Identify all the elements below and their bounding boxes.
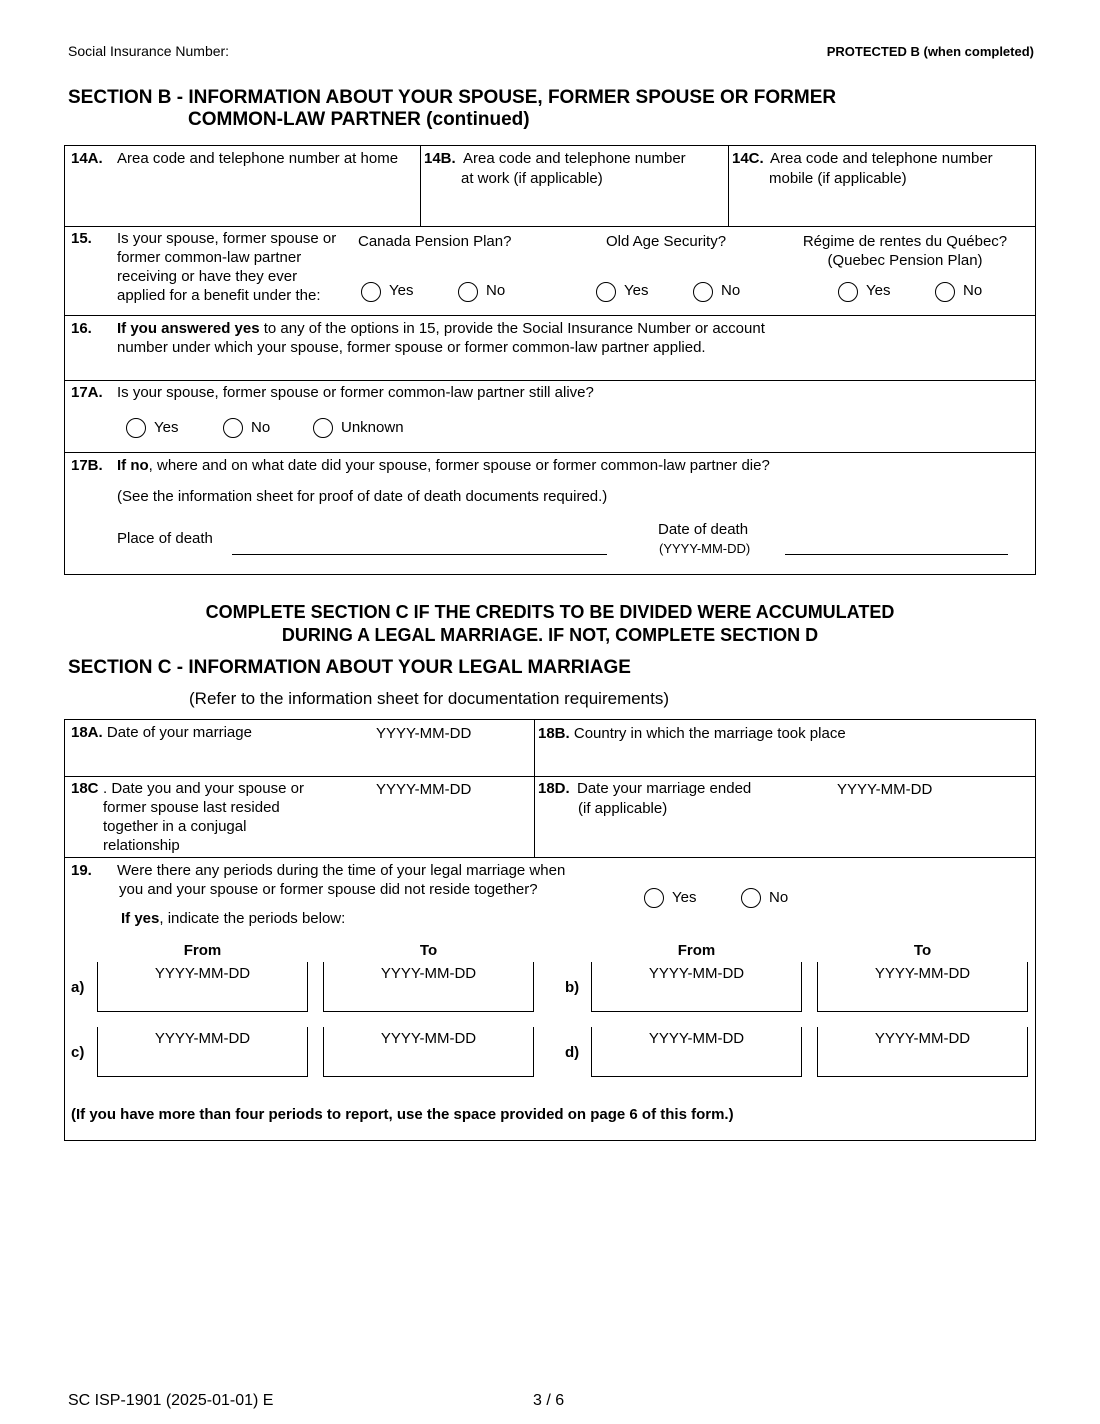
sin-label: Social Insurance Number:	[68, 43, 230, 59]
period-c-label: c)	[71, 1044, 85, 1061]
q16-label	[117, 319, 767, 357]
alive-no-radio[interactable]	[223, 418, 243, 438]
period-d-from-placeholder: YYYY-MM-DD	[648, 1030, 745, 1047]
marriage-country-field[interactable]	[540, 746, 1030, 772]
period-d-to-placeholder: YYYY-MM-DD	[874, 1030, 971, 1047]
q15-number: 15.	[71, 230, 92, 247]
form-id: SC ISP-1901 (2025-01-01) E	[68, 1392, 274, 1409]
q17a-label: Is your spouse, former spouse or former common-law partner still alive?	[117, 384, 594, 401]
period-b-to-placeholder: YYYY-MM-DD	[874, 965, 971, 982]
section-b-title-line1: SECTION B - INFORMATION ABOUT YOUR SPOUSE, FORMER SPOUSE OR FORMER	[68, 87, 837, 108]
qpp-label-line1: Régime de rentes du Québec?	[802, 233, 1008, 250]
q14a-label: Area code and telephone number at home	[117, 150, 399, 167]
alive-unknown-radio[interactable]	[313, 418, 333, 438]
period-c-from-placeholder: YYYY-MM-DD	[154, 1030, 251, 1047]
notice-line1: COMPLETE SECTION C IF THE CREDITS TO BE DIVIDED WERE ACCUMULATED	[205, 602, 895, 622]
q19-label-line1: Were there any periods during the time of your legal marriage when	[117, 862, 566, 879]
more-periods-note: (If you have more than four periods to report, use the space provided on page 6 of this form.)	[71, 1106, 734, 1123]
cpp-label: Canada Pension Plan?	[358, 233, 512, 250]
period-a-from-placeholder: YYYY-MM-DD	[154, 965, 251, 982]
q18b-label	[538, 724, 846, 743]
qpp-label-line2: (Quebec Pension Plan)	[827, 252, 983, 269]
oas-yes-radio[interactable]	[596, 282, 616, 302]
alive-yes-label: Yes	[154, 419, 179, 436]
q19-ifyes-label	[121, 909, 345, 928]
q19-ifyes-bold: If yes	[121, 910, 160, 927]
spouse-sin-field[interactable]	[780, 322, 1030, 376]
protected-b-label: PROTECTED B (when completed)	[826, 44, 1034, 59]
separate-yes-label: Yes	[672, 889, 697, 906]
qpp-yes-radio[interactable]	[838, 282, 858, 302]
q14b-label-line1: Area code and telephone number	[463, 150, 686, 167]
q14c-label-line1: Area code and telephone number	[770, 150, 993, 167]
period-b-to-field[interactable]	[817, 962, 1028, 1012]
divider	[534, 719, 535, 857]
period-b-from-placeholder: YYYY-MM-DD	[648, 965, 745, 982]
period-c-to-field[interactable]	[323, 1027, 534, 1077]
cpp-no-label: No	[486, 282, 506, 299]
q18c-label: . Date you and your spouse or former spouse last resided together in a conjugal relationship	[103, 780, 304, 854]
qpp-no-radio[interactable]	[935, 282, 955, 302]
q18c-number: 18C	[71, 780, 99, 797]
date-of-death-field[interactable]	[785, 554, 1008, 555]
oas-no-radio[interactable]	[693, 282, 713, 302]
last-resided-date-field[interactable]: YYYY-MM-DD	[376, 781, 472, 798]
divider	[64, 315, 1036, 316]
oas-yes-label: Yes	[624, 282, 649, 299]
oas-no-label: No	[721, 282, 741, 299]
q18d-label-line2: (if applicable)	[578, 800, 668, 817]
q14b-label-line2: at work (if applicable)	[461, 170, 603, 187]
section-c-subtitle: (Refer to the information sheet for documentation requirements)	[189, 689, 670, 708]
q19-number: 19.	[71, 862, 92, 879]
date-of-death-label: Date of death	[658, 521, 749, 538]
period-a-label: a)	[71, 979, 85, 996]
q17b-note: (See the information sheet for proof of date of death documents required.)	[117, 488, 608, 505]
cpp-no-radio[interactable]	[458, 282, 478, 302]
cpp-yes-radio[interactable]	[361, 282, 381, 302]
q14a-number: 14A.	[71, 150, 103, 167]
divider	[64, 857, 1036, 858]
qpp-no-label: No	[963, 282, 983, 299]
q17b-number: 17B.	[71, 457, 103, 474]
q16-label-rest: to any of the options in 15, provide the Social Insurance Number or account number under which your spouse, former spouse or former common-law partner applied.	[117, 320, 765, 356]
divider	[728, 145, 729, 226]
qpp-yes-label: Yes	[866, 282, 891, 299]
marriage-ended-date-field[interactable]: YYYY-MM-DD	[837, 781, 933, 798]
alive-yes-radio[interactable]	[126, 418, 146, 438]
work-phone-field[interactable]	[425, 190, 723, 222]
from-header-right: From	[677, 942, 716, 959]
section-c-title: SECTION C - INFORMATION ABOUT YOUR LEGAL MARRIAGE	[68, 657, 631, 678]
period-d-to-field[interactable]	[817, 1027, 1028, 1077]
q16-label-bold: If you answered yes	[117, 320, 260, 337]
q14c-label-line2: mobile (if applicable)	[769, 170, 907, 187]
q17b-label-bold: If no	[117, 457, 149, 474]
alive-unknown-label: Unknown	[341, 419, 404, 436]
divider	[64, 380, 1036, 381]
separate-no-label: No	[769, 889, 789, 906]
q18b-number: 18B.	[538, 725, 570, 742]
q19-label-line2: you and your spouse or former spouse did not reside together?	[119, 881, 538, 898]
q14b-number: 14B.	[424, 150, 456, 167]
section-c-notice	[0, 601, 1100, 647]
period-a-to-placeholder: YYYY-MM-DD	[380, 965, 477, 982]
page-number: 3 / 6	[533, 1392, 565, 1409]
q17b-label	[117, 456, 1027, 475]
divider	[420, 145, 421, 226]
section-b-title	[68, 87, 836, 131]
separate-yes-radio[interactable]	[644, 888, 664, 908]
marriage-date-field[interactable]: YYYY-MM-DD	[376, 725, 472, 742]
cpp-yes-label: Yes	[389, 282, 414, 299]
to-header-left: To	[419, 942, 438, 959]
q18b-text: Country in which the marriage took place	[573, 725, 846, 742]
oas-label: Old Age Security?	[606, 233, 727, 250]
period-d-from-field[interactable]	[591, 1027, 802, 1077]
separate-no-radio[interactable]	[741, 888, 761, 908]
mobile-phone-field[interactable]	[733, 190, 1031, 222]
q18d-number: 18D.	[538, 780, 570, 797]
period-c-from-field[interactable]	[97, 1027, 308, 1077]
q18a-number: 18A.	[71, 724, 103, 741]
date-of-death-format: (YYYY-MM-DD)	[659, 541, 751, 556]
from-header-left: From	[183, 942, 222, 959]
q18a-text: Date of your marriage	[106, 724, 252, 741]
divider	[64, 776, 1036, 777]
q17b-label-rest: , where and on what date did your spouse, former spouse or former common-law partner die?	[148, 457, 770, 474]
period-b-from-field[interactable]	[591, 962, 802, 1012]
period-d-label: d)	[565, 1044, 580, 1061]
q14c-number: 14C.	[732, 150, 764, 167]
period-b-label: b)	[565, 979, 580, 996]
place-of-death-label: Place of death	[117, 530, 213, 547]
q16-number: 16.	[71, 320, 92, 337]
divider	[64, 452, 1036, 453]
q18a-label	[71, 723, 252, 742]
period-a-from-field[interactable]	[97, 962, 308, 1012]
period-c-to-placeholder: YYYY-MM-DD	[380, 1030, 477, 1047]
divider	[64, 226, 1036, 227]
q17a-number: 17A.	[71, 384, 103, 401]
q18d-label-line1: Date your marriage ended	[577, 780, 752, 797]
q19-ifyes-rest: , indicate the periods below:	[159, 910, 346, 927]
period-a-to-field[interactable]	[323, 962, 534, 1012]
notice-line2: DURING A LEGAL MARRIAGE. IF NOT, COMPLETE SECTION D	[281, 625, 819, 645]
q15-label: Is your spouse, former spouse or former common-law partner receiving or have they ever applied for a benefit under the:	[117, 230, 337, 304]
home-phone-field[interactable]	[110, 190, 415, 222]
section-b-title-line2: COMMON-LAW PARTNER (continued)	[188, 109, 530, 130]
place-of-death-field[interactable]	[232, 554, 607, 555]
alive-no-label: No	[251, 419, 271, 436]
to-header-right: To	[913, 942, 932, 959]
